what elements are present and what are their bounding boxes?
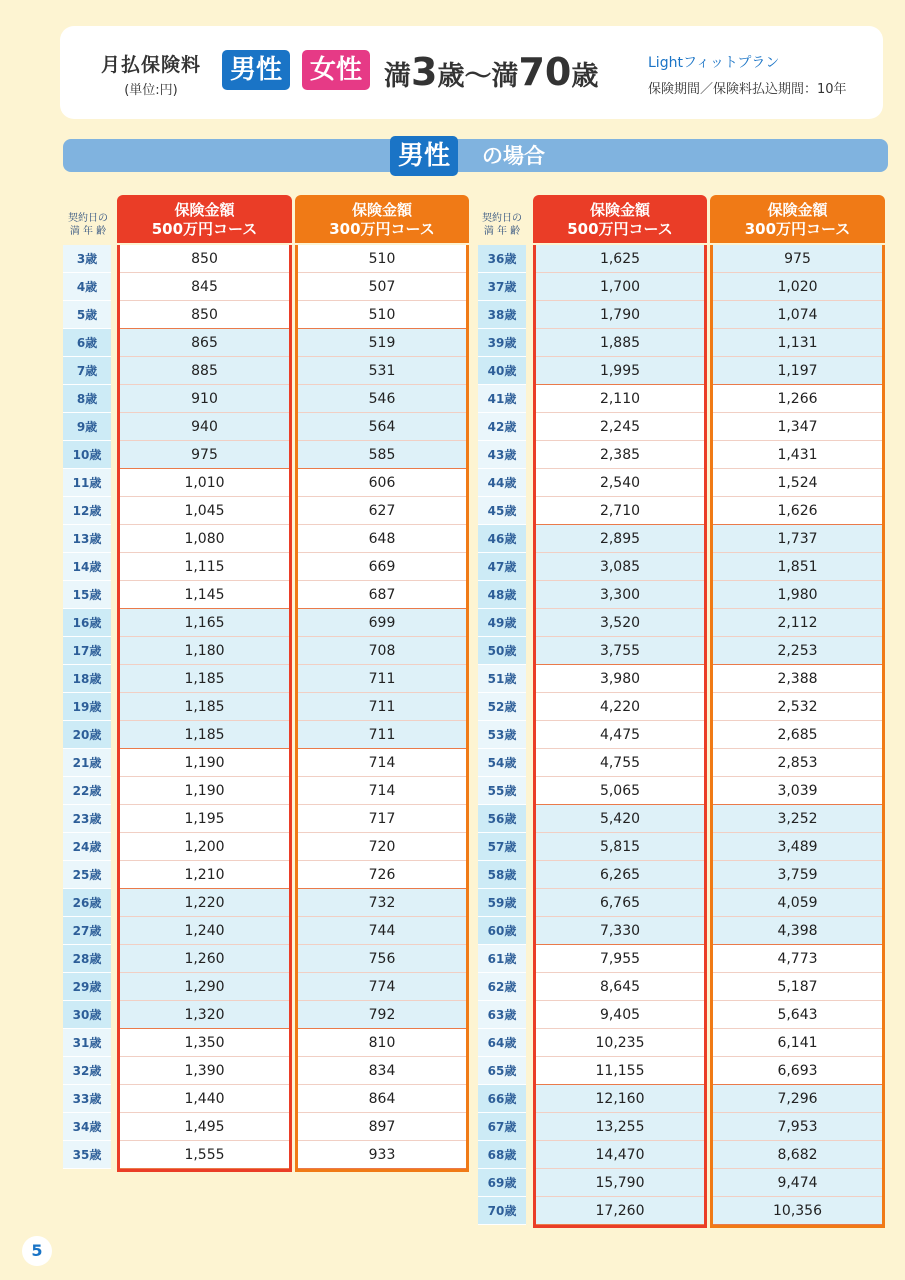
premium-300-cell: 585 (298, 441, 466, 469)
age-suffix: 歳 (571, 61, 599, 92)
premium-500-cell: 2,710 (536, 497, 704, 525)
age-cell: 29歳 (63, 973, 111, 1001)
age-cell: 59歳 (478, 889, 526, 917)
premium-300-cell: 1,266 (713, 385, 882, 413)
age-cell: 69歳 (478, 1169, 526, 1197)
premium-500-cell: 2,245 (536, 413, 704, 441)
premium-500-cell: 1,185 (120, 665, 289, 693)
premium-500-cell: 975 (120, 441, 289, 469)
age-cell: 17歳 (63, 637, 111, 665)
premium-300-cell: 510 (298, 301, 466, 329)
age-cell: 35歳 (63, 1141, 111, 1169)
premium-500-cell: 1,390 (120, 1057, 289, 1085)
premium-500-cell: 2,895 (536, 525, 704, 553)
age-cell: 40歳 (478, 357, 526, 385)
premium-300-cell: 726 (298, 861, 466, 889)
premium-500-column-right (533, 245, 707, 1228)
section-male-badge: 男性 (390, 136, 458, 176)
plan-period: 保険期間／保険料払込期間：10年 (648, 82, 847, 97)
age-cell: 42歳 (478, 413, 526, 441)
col-300-header-line1: 保険金額 (351, 201, 412, 219)
age-cell: 64歳 (478, 1029, 526, 1057)
premium-300-cell: 1,131 (713, 329, 882, 357)
premium-300-cell: 711 (298, 721, 466, 749)
age-header-line2: 満 年 齢 (69, 226, 107, 237)
age-cell: 8歳 (63, 385, 111, 413)
premium-500-cell: 940 (120, 413, 289, 441)
premium-300-cell: 774 (298, 973, 466, 1001)
premium-300-cell: 2,853 (713, 749, 882, 777)
premium-500-cell: 1,885 (536, 329, 704, 357)
premium-300-cell: 792 (298, 1001, 466, 1029)
premium-300-column-left (295, 245, 469, 1172)
premium-300-cell: 834 (298, 1057, 466, 1085)
premium-300-cell: 3,489 (713, 833, 882, 861)
age-cell: 7歳 (63, 357, 111, 385)
age-cell: 70歳 (478, 1197, 526, 1225)
age-cell: 30歳 (63, 1001, 111, 1029)
premium-300-cell: 3,039 (713, 777, 882, 805)
premium-300-cell: 1,074 (713, 301, 882, 329)
premium-300-cell: 519 (298, 329, 466, 357)
age-cell: 57歳 (478, 833, 526, 861)
col-500-header-line2: 500万円コース (567, 220, 673, 238)
age-cell: 20歳 (63, 721, 111, 749)
col-500-header-line2: 500万円コース (151, 220, 258, 238)
premium-500-cell: 3,520 (536, 609, 704, 637)
plan-info (648, 52, 847, 97)
age-cell: 51歳 (478, 665, 526, 693)
age-prefix: 満 (384, 61, 411, 92)
header-title: 月払保険料 (100, 54, 201, 76)
premium-300-cell: 897 (298, 1113, 466, 1141)
col-300-header-right (710, 195, 885, 243)
premium-300-cell: 8,682 (713, 1141, 882, 1169)
age-cell: 60歳 (478, 917, 526, 945)
age-cell: 58歳 (478, 861, 526, 889)
premium-500-cell: 1,115 (120, 553, 289, 581)
premium-300-cell: 933 (298, 1141, 466, 1169)
premium-300-cell: 4,773 (713, 945, 882, 973)
age-cell: 47歳 (478, 553, 526, 581)
premium-500-cell: 845 (120, 273, 289, 301)
premium-500-cell: 14,470 (536, 1141, 704, 1169)
age-cell: 53歳 (478, 721, 526, 749)
male-badge: 男性 (222, 50, 290, 90)
premium-300-cell: 546 (298, 385, 466, 413)
plan-name: Lightフィットプラン (648, 55, 780, 71)
age-cell: 4歳 (63, 273, 111, 301)
premium-300-cell: 3,252 (713, 805, 882, 833)
age-cell: 44歳 (478, 469, 526, 497)
premium-500-cell: 1,200 (120, 833, 289, 861)
age-cell: 46歳 (478, 525, 526, 553)
premium-500-cell: 11,155 (536, 1057, 704, 1085)
age-cell: 48歳 (478, 581, 526, 609)
premium-300-cell: 1,626 (713, 497, 882, 525)
col-300-header-line2: 300万円コース (329, 220, 435, 238)
premium-500-cell: 1,495 (120, 1113, 289, 1141)
age-header-right (476, 212, 528, 238)
premium-300-cell: 507 (298, 273, 466, 301)
age-cell: 67歳 (478, 1113, 526, 1141)
premium-300-cell: 7,296 (713, 1085, 882, 1113)
age-cell: 63歳 (478, 1001, 526, 1029)
age-cell: 37歳 (478, 273, 526, 301)
age-cell: 54歳 (478, 749, 526, 777)
premium-500-column-left (117, 245, 292, 1172)
premium-500-cell: 865 (120, 329, 289, 357)
premium-300-cell: 699 (298, 609, 466, 637)
premium-300-cell: 6,141 (713, 1029, 882, 1057)
premium-500-cell: 885 (120, 357, 289, 385)
premium-500-cell: 1,210 (120, 861, 289, 889)
premium-500-cell: 1,790 (536, 301, 704, 329)
age-cell: 24歳 (63, 833, 111, 861)
age-cell: 27歳 (63, 917, 111, 945)
premium-300-cell: 714 (298, 749, 466, 777)
section-bar (63, 139, 888, 172)
premium-500-cell: 3,085 (536, 553, 704, 581)
premium-500-cell: 1,220 (120, 889, 289, 917)
premium-500-cell: 1,190 (120, 749, 289, 777)
age-header-line1: 契約日の (482, 213, 522, 224)
premium-500-cell: 1,440 (120, 1085, 289, 1113)
age-cell: 33歳 (63, 1085, 111, 1113)
premium-300-cell: 1,524 (713, 469, 882, 497)
age-cell: 15歳 (63, 581, 111, 609)
premium-300-cell: 2,388 (713, 665, 882, 693)
age-cell: 23歳 (63, 805, 111, 833)
premium-500-cell: 15,790 (536, 1169, 704, 1197)
premium-300-cell: 1,347 (713, 413, 882, 441)
premium-300-cell: 9,474 (713, 1169, 882, 1197)
premium-500-cell: 3,980 (536, 665, 704, 693)
age-to: 70 (518, 50, 572, 94)
premium-300-cell: 810 (298, 1029, 466, 1057)
premium-300-cell: 864 (298, 1085, 466, 1113)
premium-300-cell: 714 (298, 777, 466, 805)
premium-300-cell: 708 (298, 637, 466, 665)
premium-300-cell: 711 (298, 665, 466, 693)
premium-300-cell: 648 (298, 525, 466, 553)
premium-500-cell: 10,235 (536, 1029, 704, 1057)
premium-500-cell: 12,160 (536, 1085, 704, 1113)
age-header-line2: 満 年 齢 (483, 226, 521, 237)
premium-500-cell: 9,405 (536, 1001, 704, 1029)
age-cell: 55歳 (478, 777, 526, 805)
premium-500-cell: 1,010 (120, 469, 289, 497)
premium-500-cell: 3,755 (536, 637, 704, 665)
age-cell: 34歳 (63, 1113, 111, 1141)
col-500-header-left (117, 195, 292, 243)
col-300-header-line2: 300万円コース (744, 220, 851, 238)
premium-300-cell: 5,643 (713, 1001, 882, 1029)
premium-500-cell: 1,190 (120, 777, 289, 805)
age-cell: 62歳 (478, 973, 526, 1001)
premium-500-cell: 1,180 (120, 637, 289, 665)
premium-500-cell: 6,265 (536, 861, 704, 889)
premium-500-cell: 5,815 (536, 833, 704, 861)
age-cell: 68歳 (478, 1141, 526, 1169)
premium-500-cell: 1,625 (536, 245, 704, 273)
premium-300-cell: 1,737 (713, 525, 882, 553)
age-column-left (63, 245, 111, 1169)
age-cell: 39歳 (478, 329, 526, 357)
premium-500-cell: 3,300 (536, 581, 704, 609)
premium-500-cell: 1,080 (120, 525, 289, 553)
premium-300-cell: 744 (298, 917, 466, 945)
premium-500-cell: 17,260 (536, 1197, 704, 1225)
premium-300-cell: 720 (298, 833, 466, 861)
premium-500-cell: 850 (120, 245, 289, 273)
premium-500-cell: 1,145 (120, 581, 289, 609)
age-cell: 49歳 (478, 609, 526, 637)
premium-300-cell: 1,980 (713, 581, 882, 609)
premium-500-cell: 1,185 (120, 721, 289, 749)
premium-300-cell: 732 (298, 889, 466, 917)
premium-500-cell: 4,755 (536, 749, 704, 777)
premium-300-cell: 531 (298, 357, 466, 385)
age-cell: 56歳 (478, 805, 526, 833)
premium-500-cell: 1,165 (120, 609, 289, 637)
premium-300-column-right (710, 245, 885, 1228)
age-cell: 25歳 (63, 861, 111, 889)
premium-500-cell: 7,330 (536, 917, 704, 945)
age-cell: 32歳 (63, 1057, 111, 1085)
premium-500-cell: 4,475 (536, 721, 704, 749)
premium-300-cell: 3,759 (713, 861, 882, 889)
premium-300-cell: 687 (298, 581, 466, 609)
premium-500-cell: 1,320 (120, 1001, 289, 1029)
age-header-line1: 契約日の (68, 213, 108, 224)
premium-300-cell: 1,851 (713, 553, 882, 581)
col-300-header-left (295, 195, 469, 243)
premium-500-cell: 1,700 (536, 273, 704, 301)
age-cell: 16歳 (63, 609, 111, 637)
age-cell: 50歳 (478, 637, 526, 665)
header-card (60, 26, 883, 119)
premium-300-cell: 756 (298, 945, 466, 973)
header-title-block (96, 50, 206, 98)
premium-300-cell: 564 (298, 413, 466, 441)
premium-500-cell: 2,540 (536, 469, 704, 497)
premium-500-cell: 1,240 (120, 917, 289, 945)
age-cell: 11歳 (63, 469, 111, 497)
premium-300-cell: 627 (298, 497, 466, 525)
premium-500-cell: 8,645 (536, 973, 704, 1001)
premium-300-cell: 711 (298, 693, 466, 721)
premium-500-cell: 5,420 (536, 805, 704, 833)
age-cell: 65歳 (478, 1057, 526, 1085)
premium-500-cell: 4,220 (536, 693, 704, 721)
col-500-header-right (533, 195, 707, 243)
premium-300-cell: 4,059 (713, 889, 882, 917)
premium-500-cell: 2,385 (536, 441, 704, 469)
age-cell: 13歳 (63, 525, 111, 553)
premium-300-cell: 4,398 (713, 917, 882, 945)
premium-500-cell: 1,290 (120, 973, 289, 1001)
age-cell: 41歳 (478, 385, 526, 413)
premium-500-cell: 1,995 (536, 357, 704, 385)
age-cell: 10歳 (63, 441, 111, 469)
age-cell: 61歳 (478, 945, 526, 973)
age-cell: 12歳 (63, 497, 111, 525)
premium-300-cell: 2,253 (713, 637, 882, 665)
premium-300-cell: 5,187 (713, 973, 882, 1001)
premium-500-cell: 13,255 (536, 1113, 704, 1141)
col-500-header-line1: 保険金額 (174, 201, 235, 219)
age-cell: 5歳 (63, 301, 111, 329)
premium-300-cell: 10,356 (713, 1197, 882, 1225)
age-mid: 歳〜満 (437, 61, 519, 92)
section-suffix: の場合 (482, 144, 545, 168)
premium-300-cell: 975 (713, 245, 882, 273)
premium-300-cell: 2,112 (713, 609, 882, 637)
premium-300-cell: 1,431 (713, 441, 882, 469)
premium-500-cell: 910 (120, 385, 289, 413)
age-cell: 3歳 (63, 245, 111, 273)
premium-300-cell: 510 (298, 245, 466, 273)
female-badge: 女性 (302, 50, 370, 90)
age-cell: 43歳 (478, 441, 526, 469)
premium-500-cell: 850 (120, 301, 289, 329)
age-column-right (478, 245, 526, 1225)
age-cell: 22歳 (63, 777, 111, 805)
page-number: 5 (22, 1236, 52, 1266)
premium-300-cell: 606 (298, 469, 466, 497)
age-cell: 66歳 (478, 1085, 526, 1113)
premium-500-cell: 7,955 (536, 945, 704, 973)
premium-300-cell: 6,693 (713, 1057, 882, 1085)
premium-300-cell: 717 (298, 805, 466, 833)
age-range (384, 50, 598, 99)
premium-300-cell: 2,532 (713, 693, 882, 721)
premium-500-cell: 6,765 (536, 889, 704, 917)
age-cell: 45歳 (478, 497, 526, 525)
premium-500-cell: 1,350 (120, 1029, 289, 1057)
premium-300-cell: 669 (298, 553, 466, 581)
age-cell: 38歳 (478, 301, 526, 329)
age-cell: 36歳 (478, 245, 526, 273)
age-cell: 14歳 (63, 553, 111, 581)
age-cell: 31歳 (63, 1029, 111, 1057)
premium-500-cell: 1,555 (120, 1141, 289, 1169)
age-cell: 21歳 (63, 749, 111, 777)
age-cell: 6歳 (63, 329, 111, 357)
premium-300-cell: 1,197 (713, 357, 882, 385)
premium-300-cell: 7,953 (713, 1113, 882, 1141)
premium-500-cell: 5,065 (536, 777, 704, 805)
premium-300-cell: 1,020 (713, 273, 882, 301)
age-cell: 18歳 (63, 665, 111, 693)
col-300-header-line1: 保険金額 (767, 201, 828, 219)
premium-500-cell: 1,185 (120, 693, 289, 721)
age-cell: 19歳 (63, 693, 111, 721)
premium-500-cell: 1,260 (120, 945, 289, 973)
premium-300-cell: 2,685 (713, 721, 882, 749)
age-header-left (60, 212, 116, 238)
age-from: 3 (411, 50, 438, 94)
age-cell: 28歳 (63, 945, 111, 973)
premium-500-cell: 1,195 (120, 805, 289, 833)
premium-500-cell: 1,045 (120, 497, 289, 525)
header-unit: (単位:円) (124, 83, 178, 98)
age-cell: 52歳 (478, 693, 526, 721)
col-500-header-line1: 保険金額 (589, 201, 650, 219)
age-cell: 26歳 (63, 889, 111, 917)
age-cell: 9歳 (63, 413, 111, 441)
premium-500-cell: 2,110 (536, 385, 704, 413)
